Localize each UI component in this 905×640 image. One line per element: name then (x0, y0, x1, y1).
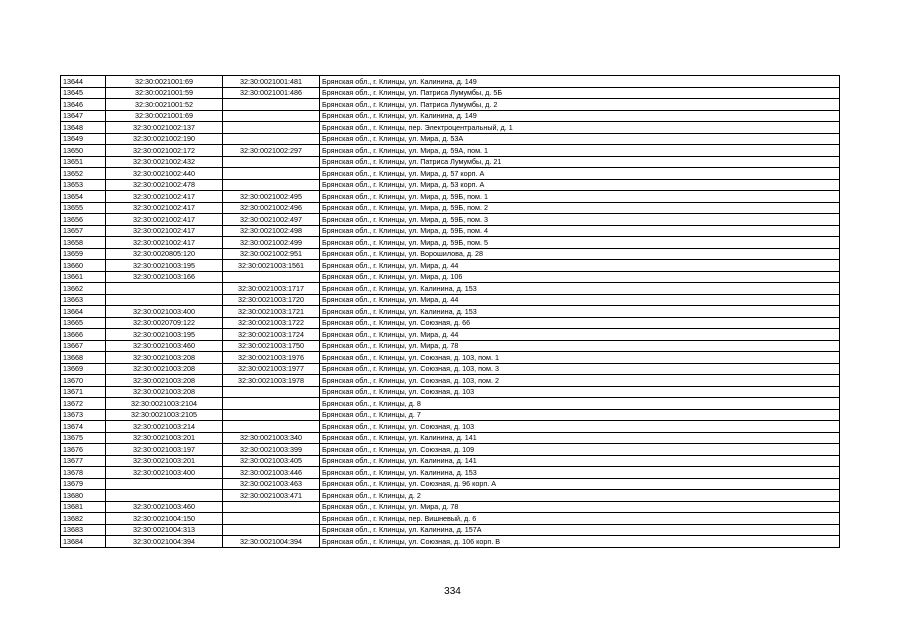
land-cadastral-number-cell (106, 478, 223, 490)
land-cadastral-number-cell: 32:30:0021003:400 (106, 467, 223, 479)
address-cell: Брянская обл., г. Клинцы, ул. Союзная, д. 96 корп. А (320, 478, 840, 490)
object-cadastral-number-cell: 32:30:0021001:486 (223, 87, 320, 99)
table-row (61, 225, 840, 237)
address-cell: Брянская обл., г. Клинцы, ул. Калинина, д. 153 (320, 306, 840, 318)
row-number-cell: 13672 (61, 398, 106, 410)
land-cadastral-number-cell: 32:30:0021001:69 (106, 76, 223, 88)
land-cadastral-number-cell: 32:30:0021002:417 (106, 225, 223, 237)
land-cadastral-number-cell: 32:30:0021002:137 (106, 122, 223, 134)
land-cadastral-number-cell: 32:30:0021003:195 (106, 260, 223, 272)
table-row (61, 375, 840, 387)
table-row (61, 490, 840, 502)
table-row (61, 283, 840, 295)
address-cell: Брянская обл., г. Клинцы, ул. Союзная, д. 103 (320, 386, 840, 398)
address-cell: Брянская обл., г. Клинцы, д. 7 (320, 409, 840, 421)
table-row (61, 237, 840, 249)
table-row (61, 421, 840, 433)
object-cadastral-number-cell: 32:30:0021003:340 (223, 432, 320, 444)
row-number-cell: 13661 (61, 271, 106, 283)
row-number-cell: 13680 (61, 490, 106, 502)
row-number-cell: 13666 (61, 329, 106, 341)
land-cadastral-number-cell: 32:30:0021003:2105 (106, 409, 223, 421)
address-cell: Брянская обл., г. Клинцы, д. 2 (320, 490, 840, 502)
object-cadastral-number-cell: 32:30:0021003:471 (223, 490, 320, 502)
row-number-cell: 13651 (61, 156, 106, 168)
table-row (61, 478, 840, 490)
table-row (61, 317, 840, 329)
row-number-cell: 13644 (61, 76, 106, 88)
table-row (61, 260, 840, 272)
object-cadastral-number-cell: 32:30:0021003:1717 (223, 283, 320, 295)
row-number-cell: 13654 (61, 191, 106, 203)
address-cell: Брянская обл., г. Клинцы, ул. Мира, д. 59Б, пом. 1 (320, 191, 840, 203)
land-cadastral-number-cell: 32:30:0021004:394 (106, 536, 223, 548)
table-row (61, 536, 840, 548)
row-number-cell: 13683 (61, 524, 106, 536)
address-cell: Брянская обл., г. Клинцы, ул. Союзная, д. 103 (320, 421, 840, 433)
land-cadastral-number-cell: 32:30:0021003:2104 (106, 398, 223, 410)
address-cell: Брянская обл., г. Клинцы, ул. Мира, д. 78 (320, 501, 840, 513)
table-row (61, 398, 840, 410)
table-row (61, 99, 840, 111)
row-number-cell: 13655 (61, 202, 106, 214)
land-cadastral-number-cell: 32:30:0021003:460 (106, 340, 223, 352)
address-cell: Брянская обл., г. Клинцы, ул. Мира, д. 59Б, пом. 4 (320, 225, 840, 237)
land-cadastral-number-cell (106, 283, 223, 295)
row-number-cell: 13658 (61, 237, 106, 249)
land-cadastral-number-cell: 32:30:0021001:69 (106, 110, 223, 122)
object-cadastral-number-cell: 32:30:0021003:446 (223, 467, 320, 479)
table-row (61, 501, 840, 513)
land-cadastral-number-cell (106, 490, 223, 502)
address-cell: Брянская обл., г. Клинцы, пер. Вишневый, д. 6 (320, 513, 840, 525)
object-cadastral-number-cell: 32:30:0021003:1977 (223, 363, 320, 375)
object-cadastral-number-cell (223, 271, 320, 283)
object-cadastral-number-cell: 32:30:0021003:1724 (223, 329, 320, 341)
land-cadastral-number-cell: 32:30:0021003:400 (106, 306, 223, 318)
address-cell: Брянская обл., г. Клинцы, ул. Мира, д. 57 корп. А (320, 168, 840, 180)
row-number-cell: 13646 (61, 99, 106, 111)
page-number: 334 (444, 586, 461, 597)
table-row (61, 524, 840, 536)
object-cadastral-number-cell: 32:30:0021001:481 (223, 76, 320, 88)
object-cadastral-number-cell: 32:30:0021002:496 (223, 202, 320, 214)
land-cadastral-number-cell: 32:30:0021002:417 (106, 237, 223, 249)
table-row (61, 432, 840, 444)
land-cadastral-number-cell: 32:30:0021003:208 (106, 363, 223, 375)
address-cell: Брянская обл., г. Клинцы, ул. Мира, д. 59Б, пом. 3 (320, 214, 840, 226)
row-number-cell: 13674 (61, 421, 106, 433)
address-cell: Брянская обл., г. Клинцы, ул. Мира, д. 59Б, пом. 5 (320, 237, 840, 249)
table-row (61, 145, 840, 157)
address-cell: Брянская обл., г. Клинцы, ул. Патриса Лумумбы, д. 5Б (320, 87, 840, 99)
land-cadastral-number-cell: 32:30:0021002:432 (106, 156, 223, 168)
table-row (61, 329, 840, 341)
object-cadastral-number-cell: 32:30:0021003:1750 (223, 340, 320, 352)
row-number-cell: 13656 (61, 214, 106, 226)
row-number-cell: 13648 (61, 122, 106, 134)
address-cell: Брянская обл., г. Клинцы, ул. Союзная, д. 103, пом. 3 (320, 363, 840, 375)
address-cell: Брянская обл., г. Клинцы, пер. Электроцентральный, д. 1 (320, 122, 840, 134)
row-number-cell: 13664 (61, 306, 106, 318)
row-number-cell: 13649 (61, 133, 106, 145)
object-cadastral-number-cell: 32:30:0021002:499 (223, 237, 320, 249)
land-cadastral-number-cell: 32:30:0021003:214 (106, 421, 223, 433)
address-cell: Брянская обл., г. Клинцы, ул. Союзная, д. 109 (320, 444, 840, 456)
row-number-cell: 13681 (61, 501, 106, 513)
row-number-cell: 13647 (61, 110, 106, 122)
row-number-cell: 13679 (61, 478, 106, 490)
object-cadastral-number-cell (223, 110, 320, 122)
object-cadastral-number-cell: 32:30:0021003:1721 (223, 306, 320, 318)
table-row (61, 179, 840, 191)
row-number-cell: 13673 (61, 409, 106, 421)
address-cell: Брянская обл., г. Клинцы, ул. Калинина, д. 149 (320, 76, 840, 88)
table-row (61, 133, 840, 145)
registry-table (60, 75, 840, 548)
address-cell: Брянская обл., г. Клинцы, ул. Мира, д. 53 корп. А (320, 179, 840, 191)
object-cadastral-number-cell: 32:30:0021003:399 (223, 444, 320, 456)
row-number-cell: 13660 (61, 260, 106, 272)
land-cadastral-number-cell: 32:30:0021002:417 (106, 191, 223, 203)
object-cadastral-number-cell: 32:30:0021002:951 (223, 248, 320, 260)
table-row (61, 340, 840, 352)
object-cadastral-number-cell (223, 421, 320, 433)
row-number-cell: 13657 (61, 225, 106, 237)
row-number-cell: 13653 (61, 179, 106, 191)
land-cadastral-number-cell: 32:30:0021004:313 (106, 524, 223, 536)
address-cell: Брянская обл., г. Клинцы, ул. Ворошилова, д. 28 (320, 248, 840, 260)
table-row (61, 363, 840, 375)
table-row (61, 214, 840, 226)
table-row (61, 444, 840, 456)
table-row (61, 386, 840, 398)
object-cadastral-number-cell: 32:30:0021003:1722 (223, 317, 320, 329)
land-cadastral-number-cell: 32:30:0021003:208 (106, 352, 223, 364)
object-cadastral-number-cell (223, 168, 320, 180)
land-cadastral-number-cell: 32:30:0021003:197 (106, 444, 223, 456)
address-cell: Брянская обл., г. Клинцы, д. 8 (320, 398, 840, 410)
table-row (61, 110, 840, 122)
table-row (61, 294, 840, 306)
row-number-cell: 13670 (61, 375, 106, 387)
address-cell: Брянская обл., г. Клинцы, ул. Мира, д. 106 (320, 271, 840, 283)
land-cadastral-number-cell: 32:30:0021002:440 (106, 168, 223, 180)
row-number-cell: 13677 (61, 455, 106, 467)
object-cadastral-number-cell (223, 179, 320, 191)
address-cell: Брянская обл., г. Клинцы, ул. Мира, д. 59Б, пом. 2 (320, 202, 840, 214)
land-cadastral-number-cell: 32:30:0021003:460 (106, 501, 223, 513)
table-row (61, 248, 840, 260)
address-cell: Брянская обл., г. Клинцы, ул. Калинина, д. 141 (320, 432, 840, 444)
object-cadastral-number-cell: 32:30:0021002:495 (223, 191, 320, 203)
row-number-cell: 13652 (61, 168, 106, 180)
table-row (61, 87, 840, 99)
row-number-cell: 13676 (61, 444, 106, 456)
table-row (61, 306, 840, 318)
address-cell: Брянская обл., г. Клинцы, ул. Союзная, д. 106 корп. В (320, 536, 840, 548)
row-number-cell: 13667 (61, 340, 106, 352)
table-row (61, 122, 840, 134)
table-row (61, 352, 840, 364)
land-cadastral-number-cell: 32:30:0021002:172 (106, 145, 223, 157)
land-cadastral-number-cell: 32:30:0021003:208 (106, 386, 223, 398)
row-number-cell: 13671 (61, 386, 106, 398)
address-cell: Брянская обл., г. Клинцы, ул. Мира, д. 44 (320, 260, 840, 272)
table-row (61, 168, 840, 180)
address-cell: Брянская обл., г. Клинцы, ул. Калинина, д. 157А (320, 524, 840, 536)
table-row (61, 191, 840, 203)
object-cadastral-number-cell (223, 524, 320, 536)
row-number-cell: 13662 (61, 283, 106, 295)
registry-table-body (61, 76, 840, 548)
object-cadastral-number-cell (223, 122, 320, 134)
row-number-cell: 13665 (61, 317, 106, 329)
address-cell: Брянская обл., г. Клинцы, ул. Калинина, д. 153 (320, 467, 840, 479)
table-row (61, 271, 840, 283)
table-row (61, 156, 840, 168)
land-cadastral-number-cell: 32:30:0020709:122 (106, 317, 223, 329)
row-number-cell: 13645 (61, 87, 106, 99)
object-cadastral-number-cell: 32:30:0021003:1561 (223, 260, 320, 272)
object-cadastral-number-cell: 32:30:0021002:498 (223, 225, 320, 237)
land-cadastral-number-cell: 32:30:0021003:195 (106, 329, 223, 341)
table-row (61, 76, 840, 88)
row-number-cell: 13675 (61, 432, 106, 444)
land-cadastral-number-cell: 32:30:0021002:417 (106, 202, 223, 214)
land-cadastral-number-cell: 32:30:0021001:52 (106, 99, 223, 111)
address-cell: Брянская обл., г. Клинцы, ул. Мира, д. 44 (320, 329, 840, 341)
row-number-cell: 13669 (61, 363, 106, 375)
row-number-cell: 13682 (61, 513, 106, 525)
land-cadastral-number-cell: 32:30:0021002:478 (106, 179, 223, 191)
object-cadastral-number-cell: 32:30:0021002:497 (223, 214, 320, 226)
address-cell: Брянская обл., г. Клинцы, ул. Союзная, д. 103, пом. 2 (320, 375, 840, 387)
object-cadastral-number-cell: 32:30:0021003:1978 (223, 375, 320, 387)
table-row (61, 513, 840, 525)
land-cadastral-number-cell: 32:30:0021001:59 (106, 87, 223, 99)
object-cadastral-number-cell (223, 398, 320, 410)
object-cadastral-number-cell: 32:30:0021003:1976 (223, 352, 320, 364)
address-cell: Брянская обл., г. Клинцы, ул. Мира, д. 44 (320, 294, 840, 306)
row-number-cell: 13659 (61, 248, 106, 260)
land-cadastral-number-cell: 32:30:0021003:166 (106, 271, 223, 283)
address-cell: Брянская обл., г. Клинцы, ул. Мира, д. 78 (320, 340, 840, 352)
object-cadastral-number-cell (223, 156, 320, 168)
address-cell: Брянская обл., г. Клинцы, ул. Мира, д. 53А (320, 133, 840, 145)
land-cadastral-number-cell: 32:30:0020805:120 (106, 248, 223, 260)
address-cell: Брянская обл., г. Клинцы, ул. Патриса Лумумбы, д. 21 (320, 156, 840, 168)
address-cell: Брянская обл., г. Клинцы, ул. Патриса Лумумбы, д. 2 (320, 99, 840, 111)
table-row (61, 467, 840, 479)
land-cadastral-number-cell: 32:30:0021003:208 (106, 375, 223, 387)
address-cell: Брянская обл., г. Клинцы, ул. Мира, д. 59А, пом. 1 (320, 145, 840, 157)
object-cadastral-number-cell: 32:30:0021003:1720 (223, 294, 320, 306)
row-number-cell: 13663 (61, 294, 106, 306)
object-cadastral-number-cell (223, 501, 320, 513)
row-number-cell: 13668 (61, 352, 106, 364)
object-cadastral-number-cell: 32:30:0021002:297 (223, 145, 320, 157)
address-cell: Брянская обл., г. Клинцы, ул. Союзная, д. 103, пом. 1 (320, 352, 840, 364)
object-cadastral-number-cell (223, 409, 320, 421)
object-cadastral-number-cell: 32:30:0021003:405 (223, 455, 320, 467)
row-number-cell: 13684 (61, 536, 106, 548)
object-cadastral-number-cell: 32:30:0021003:463 (223, 478, 320, 490)
land-cadastral-number-cell: 32:30:0021003:201 (106, 455, 223, 467)
land-cadastral-number-cell (106, 294, 223, 306)
table-row (61, 202, 840, 214)
object-cadastral-number-cell (223, 513, 320, 525)
land-cadastral-number-cell: 32:30:0021003:201 (106, 432, 223, 444)
row-number-cell: 13650 (61, 145, 106, 157)
address-cell: Брянская обл., г. Клинцы, ул. Союзная, д. 66 (320, 317, 840, 329)
table-row (61, 409, 840, 421)
object-cadastral-number-cell: 32:30:0021004:394 (223, 536, 320, 548)
land-cadastral-number-cell: 32:30:0021004:150 (106, 513, 223, 525)
land-cadastral-number-cell: 32:30:0021002:417 (106, 214, 223, 226)
object-cadastral-number-cell (223, 99, 320, 111)
address-cell: Брянская обл., г. Клинцы, ул. Калинина, д. 153 (320, 283, 840, 295)
row-number-cell: 13678 (61, 467, 106, 479)
address-cell: Брянская обл., г. Клинцы, ул. Калинина, д. 141 (320, 455, 840, 467)
address-cell: Брянская обл., г. Клинцы, ул. Калинина, д. 149 (320, 110, 840, 122)
land-cadastral-number-cell: 32:30:0021002:190 (106, 133, 223, 145)
object-cadastral-number-cell (223, 133, 320, 145)
table-row (61, 455, 840, 467)
object-cadastral-number-cell (223, 386, 320, 398)
